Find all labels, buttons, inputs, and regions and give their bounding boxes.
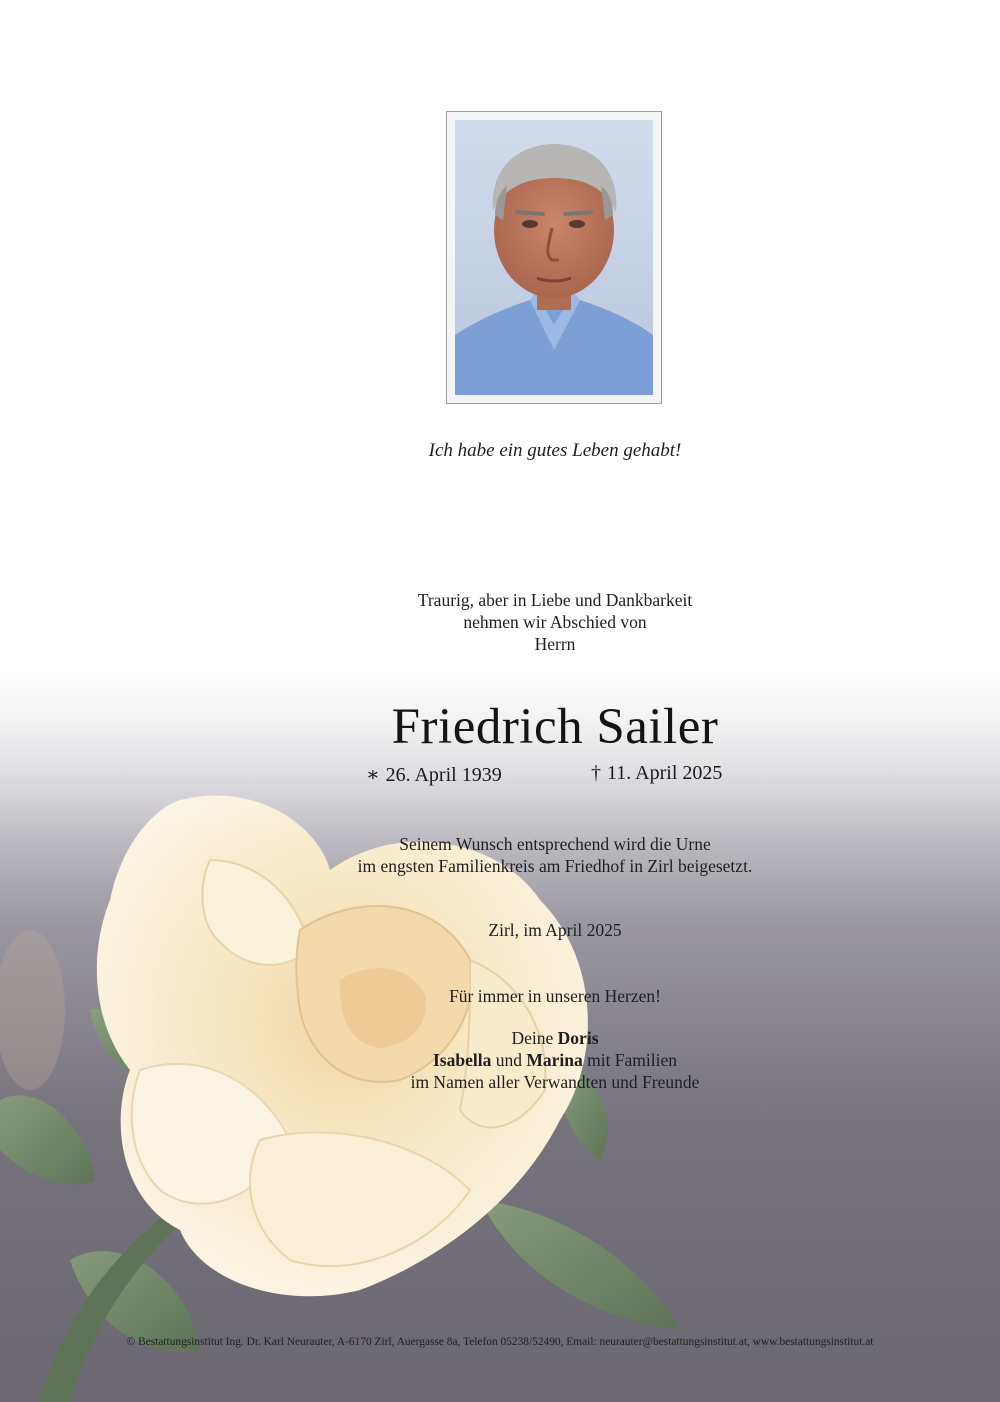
signers-line-1 <box>55 1027 1000 1049</box>
quote: Ich habe ein gutes Leben gehabt! <box>428 440 682 461</box>
place-date: Zirl, im April 2025 <box>488 920 622 940</box>
intro-line: nehmen wir Abschied von <box>463 612 647 632</box>
signer-isabella: Isabella <box>432 1050 492 1070</box>
funeral-note <box>55 833 1000 877</box>
signers <box>55 1027 1000 1093</box>
signers-families: mit Familien <box>582 1050 678 1070</box>
signers-line-2 <box>55 1049 1000 1071</box>
cross-icon: † <box>591 762 601 784</box>
birth-date-text: 26. April 1939 <box>385 764 502 786</box>
signer-marina: Marina <box>526 1050 583 1070</box>
deceased-name: Friedrich Sailer <box>391 699 719 755</box>
death-date-text: 11. April 2025 <box>607 762 723 784</box>
funeral-note-line: Seinem Wunsch entsprechend wird die Urne <box>399 834 711 854</box>
intro-text <box>55 589 1000 655</box>
intro-line: Traurig, aber in Liebe und Dankbarkeit <box>417 590 693 610</box>
funeral-note-line: im engsten Familienkreis am Friedhof in Zirl beigesetzt. <box>357 856 753 876</box>
star-icon: ∗ <box>366 764 380 786</box>
footer-credit: © Bestattungsinstitut Ing. Dr. Karl Neurauter, A-6170 Zirl, Auergasse 8a, Telefon 05238/52490, Email: neurauter@bestattungsinstitut.at, www.bestattungsinstitut.at <box>126 1336 874 1348</box>
closing-line: Für immer in unseren Herzen! <box>449 986 661 1006</box>
birth-date <box>366 762 502 787</box>
signers-prefix: Deine <box>511 1028 558 1048</box>
portrait-photo <box>455 120 653 395</box>
death-date <box>591 762 722 785</box>
portrait-frame <box>446 111 662 404</box>
signer-doris: Doris <box>557 1028 599 1048</box>
signers-and: und <box>491 1050 527 1070</box>
signers-line-3: im Namen aller Verwandten und Freunde <box>410 1072 700 1092</box>
portrait-illustration <box>455 120 653 395</box>
intro-line: Herrn <box>534 634 576 654</box>
